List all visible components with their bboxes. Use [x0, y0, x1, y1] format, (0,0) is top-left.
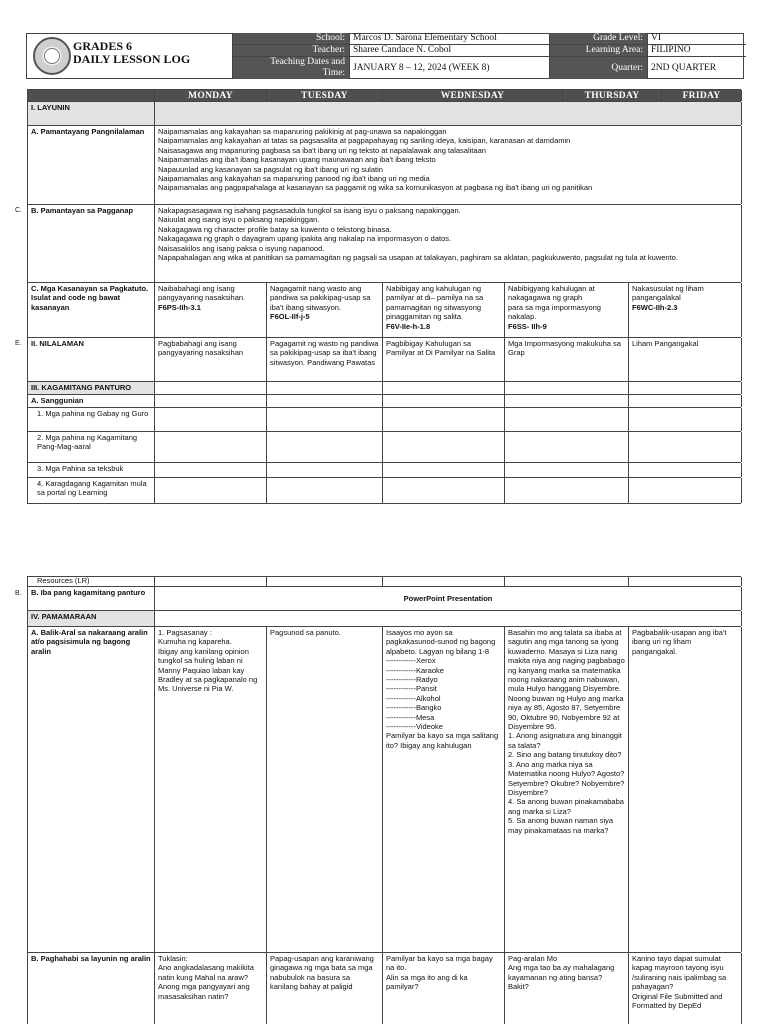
row-layunin	[28, 102, 741, 126]
teacher-label: Teacher:	[233, 45, 350, 56]
area-value: FILIPINO	[651, 45, 691, 55]
layunin-heading: I. LAYUNIN	[28, 102, 155, 125]
title-dll: DAILY LESSON LOG	[73, 52, 191, 66]
balik-aral-label: A. Balik-Aral sa nakaraang aralin at/o pagsisimula ng bagong aralin	[28, 627, 155, 952]
paghahabi-thursday: Pag-aralan Mo Ang mga tao ba ay mahalagang kayamanan ng ating bansa? Bakit?	[505, 953, 629, 1024]
source-mag-aaral: 2. Mga pahina ng Kagamitang Pang-Mag-aaral	[28, 432, 155, 462]
day-monday: MONDAY	[155, 90, 267, 101]
kagamitan-heading: III. KAGAMITANG PANTURO	[28, 382, 155, 394]
row-pamantayan-pagganap	[28, 205, 741, 283]
document-title	[73, 40, 190, 66]
nilalaman-wednesday: Pagbibigay Kahulugan sa Pamilyar at Di Pamilyar na Salita	[383, 338, 505, 381]
grade-label: Grade Level:	[550, 33, 648, 44]
side-label-e: E.	[15, 340, 22, 347]
nilalaman-friday: Liham Pangangakal	[629, 338, 742, 381]
teacher-value: Sharee Candace N. Cobol	[350, 45, 550, 56]
balik-aral-thursday: Basahin mo ang talata sa ibaba at sagutin ang mga tanong sa iyong kuwaderno. Masaya si Liza nang makita niya ang naging pagbabago ng kanyang marka sa matematika noong nakaraang anim nabuwan, mula Hulyo hanggang Disyembre. Noong buwan ng Hulyo ang marka niya ay 85, Agosto 87, Setyembre 90, Oktubre 90, Nobyembre 92 at Disyembre 95. 1. Anong asignatura ang binanggit sa talata? 2. Sino ang batang tinutukoy dito? 3. Ano ang marka niya sa Matematika noong Hulyo? Agosto? Setyembre? Okubre? Nobyembre? Disyembre? 4. Sa anong buwan pinakamababa ang marka si Liza? 5. Sa anong buwan naman siya may pinakamataas na marka?	[505, 627, 629, 952]
pamamaraan-heading: IV. PAMAMARAAN	[28, 611, 155, 626]
dates-value: JANUARY 8 – 12, 2024 (WEEK 8)	[350, 57, 550, 79]
paghahabi-monday: Tuklasin: Ano angkadalasang makikita natin kung Mahal na araw? Anong mga pangyayari ang masasaksihan natin?	[155, 953, 267, 1024]
pagganap-content: Nakapagsasagawa ng isahang pagsasadula tungkol sa isang isyu o paksang napakinggan. Naiuulat ang isang isyu o paksang napakinggan. Nakagagawa ng character profile batay sa kuwento o tekstong binasa. Nakagagawa ng graph o dayagram upang ipakita ang nakalap na impormasyon o datos. Naisasakilos ang isang paksa o isyung napanood. Napapahalagan ang wika at panitikan sa pamamagitan ng pagsali sa usapan at talakayan, paghiram sa aklatan, pagkukuwento, pagsulat ng tula at kuwento.	[155, 205, 742, 282]
day-tuesday: TUESDAY	[267, 90, 383, 101]
day-thursday: THURSDAY	[563, 90, 662, 101]
header-info-table	[232, 33, 745, 79]
nilalaman-tuesday: Pagagamit ng wasto ng pandiwa sa pakikipag-usap sa iba't ibang sitwasyon. Pandiwang Pawatas	[267, 338, 383, 381]
deped-seal-logo	[33, 37, 71, 75]
paghahabi-friday: Kanino tayo dapat sumulat kapag mayroon tayong isyu /suliraning nais ipalimbag sa pahayagan? Original File Submitted and Formatted by DepEd	[629, 953, 742, 1024]
balik-aral-monday: 1. Pagsasanay : Kumuha ng kapareha. Ibigay ang kanilang opinion tungkol sa huling laban ni Manny Paquiao laban kay Bradley at sa pagkapanalo ng Ms. Universe ni Pia W.	[155, 627, 267, 952]
kasanayan-friday: Nakasusulat ng liham pangangalakal F6WC-IIh-2.3	[629, 283, 742, 337]
iba-pang-label: B. Iba pang kagamitang panturo	[28, 587, 155, 610]
dates-label: Teaching Dates and Time:	[233, 57, 350, 79]
row-pamantayang-pangnilalaman	[28, 126, 741, 205]
balik-aral-wednesday: Isaayos mo ayon sa pagkakasunod-sunod ng bagong alpabeto. Lagyan ng bilang 1-8 ------------Xerox ------------Karaoke ------------Radyo ------------Pansit ------------Alkohol ------------Bangko ------------Mesa ------------Videoke Pamilyar ba kayo sa mga salitang ito? Ibigay ang kahulugan	[383, 627, 505, 952]
paghahabi-wednesday: Pamilyar ba kayo sa mga bagay na ito. Alin sa mga ito ang di ka pamilyar?	[383, 953, 505, 1024]
lesson-log-header	[26, 33, 744, 79]
quarter-label: Quarter:	[550, 57, 648, 79]
paghahabi-tuesday: Papag-usapan ang karaniwang ginagawa ng mga bata sa mga nabubulok na basura sa kanilang bahay at paligid	[267, 953, 383, 1024]
balik-aral-tuesday: Pagsunod sa panuto.	[267, 627, 383, 952]
pamantayang-label: A. Pamantayang Pangnilalaman	[28, 126, 155, 204]
row-kagamitan	[28, 382, 741, 395]
pamantayang-content: Naipamamalas ang kakayahan sa mapanuring pakikinig at pag-unawa sa napakinggan Naipamamalas ang kakayahan at tatas sa pagsasalita at pagpapahayag ng sariling ideya, kaisipan, karanasan at damdamin Naisasagawa ang mapanuring pagbasa sa iba't ibang uri ng teksto at napalalawak ang talasalitaan Naipamamalas ang iba't ibang kasanayan upang maunawaan ang iba't ibang teksto Napauunlad ang kasanayan sa pagsulat ng iba't ibang uri ng sulatin Naipamamalas ang kakayahan sa mapanuring panood ng iba't ibang uri ng media Naipamamalas ang pagpapahalaga at kasanayan sa paggamit ng wika sa komunikasyon at pagbasa ng iba't ibang uri ng panitikan	[155, 126, 742, 204]
row-gabay-guro	[28, 408, 741, 432]
sanggunian-label: A. Sanggunian	[28, 395, 155, 407]
kasanayan-monday: Naibabahagi ang isang pangyayaring nasaksihan. F6PS-IIh-3.1	[155, 283, 267, 337]
balik-aral-friday: Pagbabalik-usapan ang iba't ibang uri ng liham pangangakal.	[629, 627, 742, 952]
row-resources-lr	[28, 577, 741, 587]
kasanayan-label: C. Mga Kasanayan sa Pagkatuto. Isulat and code ng bawat kasanayan	[28, 283, 155, 337]
day-header-row	[28, 90, 741, 102]
nilalaman-monday: Pagbabahagi ang isang pangyayaring nasaksihan	[155, 338, 267, 381]
row-sanggunian	[28, 395, 741, 408]
school-label: School:	[233, 33, 350, 44]
area-label: Learning Area:	[550, 45, 648, 56]
source-portal: 4. Karagdagang Kagamitan mula sa portal ng Learning	[28, 478, 155, 503]
row-teksbuk	[28, 463, 741, 478]
nilalaman-thursday: Mga Impormasyong makukuha sa Grap	[505, 338, 629, 381]
row-kasanayan	[28, 283, 741, 338]
source-teksbuk: 3. Mga Pahina sa teksbuk	[28, 463, 155, 477]
row-kagamitang-mag-aaral	[28, 432, 741, 463]
nilalaman-label: II. NILALAMAN	[28, 338, 155, 381]
lesson-table-part-2	[27, 576, 741, 1024]
resources-lr-label: Resources (LR)	[28, 577, 155, 586]
kasanayan-thursday: Nabibigyang kahulugan at nakagagawa ng graph para sa mga impormasyong nakalap. F6SS- IIh-9	[505, 283, 629, 337]
lesson-table-part-1	[27, 89, 741, 504]
row-nilalaman	[28, 338, 741, 382]
row-iba-pang-kagamitan	[28, 587, 741, 611]
day-friday: FRIDAY	[662, 90, 742, 101]
row-pamamaraan	[28, 611, 741, 627]
row-paghahabi	[28, 953, 741, 1024]
pagganap-label: B. Pamantayan sa Pagganap	[28, 205, 155, 282]
school-value: Marcos D. Sarona Elementary School	[350, 33, 550, 44]
side-label-b: B.	[15, 590, 22, 597]
row-balik-aral	[28, 627, 741, 953]
title-grade: GRADES 6	[73, 39, 133, 53]
kasanayan-wednesday: Nabibigay ang kahulugan ng pamilyar at di– pamilya na sa pamamagitan ng sitwasyong pinaggamitan ng salita. F6V-IIe-h-1.8	[383, 283, 505, 337]
grade-value: VI	[651, 33, 662, 43]
source-gabay-guro: 1. Mga pahina ng Gabay ng Guro	[28, 408, 155, 431]
paghahabi-label: B. Paghahabi sa layunin ng aralin	[28, 953, 155, 1024]
day-wednesday: WEDNESDAY	[383, 90, 563, 101]
side-label-c: C.	[15, 207, 22, 214]
row-portal	[28, 478, 741, 504]
iba-pang-value: PowerPoint Presentation	[155, 587, 742, 610]
quarter-value: 2ND QUARTER	[651, 63, 717, 73]
kasanayan-tuesday: Nagagamit nang wasto ang pandiwa sa pakikipag-usap sa iba't ibang sitwasyon. F6OL-IIf-j-5	[267, 283, 383, 337]
